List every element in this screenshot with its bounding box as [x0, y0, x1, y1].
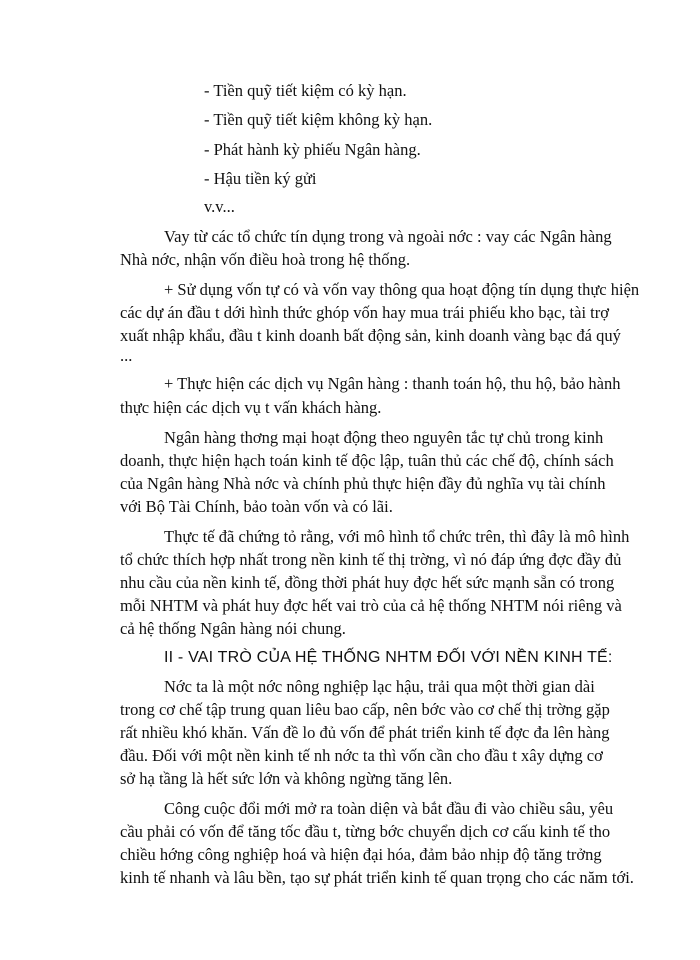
section-heading: II - VAI TRÒ CỦA HỆ THỐNG NHTM ĐỐI VỚI NỀN KINH TẾ: — [164, 649, 613, 666]
list-item: - Phát hành kỳ phiếu Ngân hàng. — [204, 140, 421, 159]
paragraph-line: + Thực hiện các dịch vụ Ngân hàng : thanh toán hộ, thu hộ, bảo hành — [164, 374, 621, 393]
list-item: - Tiền quỹ tiết kiệm không kỳ hạn. — [204, 110, 433, 129]
paragraph-line: Ngân hàng thơng mại hoạt động theo nguyên tắc tự chủ trong kinh — [164, 428, 604, 447]
paragraph-line: cả hệ thống Ngân hàng nói chung. — [120, 619, 346, 638]
paragraph-line: nhu cầu của nền kinh tế, đồng thời phát huy đợc hết sức mạnh sẵn có trong — [120, 573, 615, 592]
paragraph-line: kinh tế nhanh và lâu bền, tạo sự phát triển kinh tế quan trọng cho các năm tới. — [120, 868, 634, 887]
list-item: v.v... — [204, 197, 235, 216]
paragraph-line: cầu phải có vốn để tăng tốc đầu t, từng bớc chuyển dịch cơ cấu kinh tế tho — [120, 822, 611, 841]
paragraph-line: Nớc ta là một nớc nông nghiệp lạc hậu, trải qua một thời gian dài — [164, 677, 595, 696]
paragraph-line: thực hiện các dịch vụ t vấn khách hàng. — [120, 398, 382, 417]
paragraph-line: chiều hớng công nghiệp hoá và hiện đại hóa, đảm bảo nhịp độ tăng trởng — [120, 845, 602, 864]
list-item: - Tiền quỹ tiết kiệm có kỳ hạn. — [204, 81, 407, 100]
paragraph-line: doanh, thực hiện hạch toán kinh tế độc lập, tuân thủ các chế độ, chính sách — [120, 451, 614, 470]
list-item: - Hậu tiền ký gửi — [204, 169, 317, 188]
paragraph-line: xuất nhập khẩu, đầu t kinh doanh bất động sản, kinh doanh vàng bạc đá quý — [120, 326, 621, 345]
paragraph-line: các dự án đầu t dới hình thức ghóp vốn hay mua trái phiếu kho bạc, tài trợ — [120, 303, 609, 322]
paragraph-line: ... — [120, 346, 133, 365]
paragraph-line: mỗi NHTM và phát huy đợc hết vai trò của cả hệ thống NHTM nói riêng và — [120, 596, 622, 615]
paragraph-line: rất nhiều khó khăn. Vấn đề lo đủ vốn để phát triển kinh tế đợc đa lên hàng — [120, 723, 610, 742]
paragraph-line: trong cơ chế tập trung quan liêu bao cấp, nên bớc vào cơ chế thị trờng gặp — [120, 700, 610, 719]
paragraph-line: tổ chức thích hợp nhất trong nền kinh tế thị trờng, vì nó đáp ứng đợc đầy đủ — [120, 550, 622, 569]
paragraph-line: với Bộ Tài Chính, bảo toàn vốn và có lãi. — [120, 497, 393, 516]
paragraph-line: Thực tế đã chứng tỏ rằng, với mô hình tổ chức trên, thì đây là mô hình — [164, 527, 630, 546]
paragraph-line: đầu. Đối với một nền kinh tế nh nớc ta thì vốn cần cho đầu t xây dựng cơ — [120, 746, 603, 765]
paragraph-line: Công cuộc đổi mới mở ra toàn diện và bắt đầu đi vào chiều sâu, yêu — [164, 799, 614, 818]
paragraph-line: + Sử dụng vốn tự có và vốn vay thông qua hoạt động tín dụng thực hiện — [164, 280, 640, 299]
paragraph-line: của Ngân hàng Nhà nớc và chính phủ thực hiện đầy đủ nghĩa vụ tài chính — [120, 474, 606, 493]
paragraph-line: Nhà nớc, nhận vốn điều hoà trong hệ thống. — [120, 250, 411, 269]
paragraph-line: Vay từ các tổ chức tín dụng trong và ngoài nớc : vay các Ngân hàng — [164, 227, 612, 246]
paragraph-line: sở hạ tầng là hết sức lớn và không ngừng tăng lên. — [120, 769, 453, 788]
